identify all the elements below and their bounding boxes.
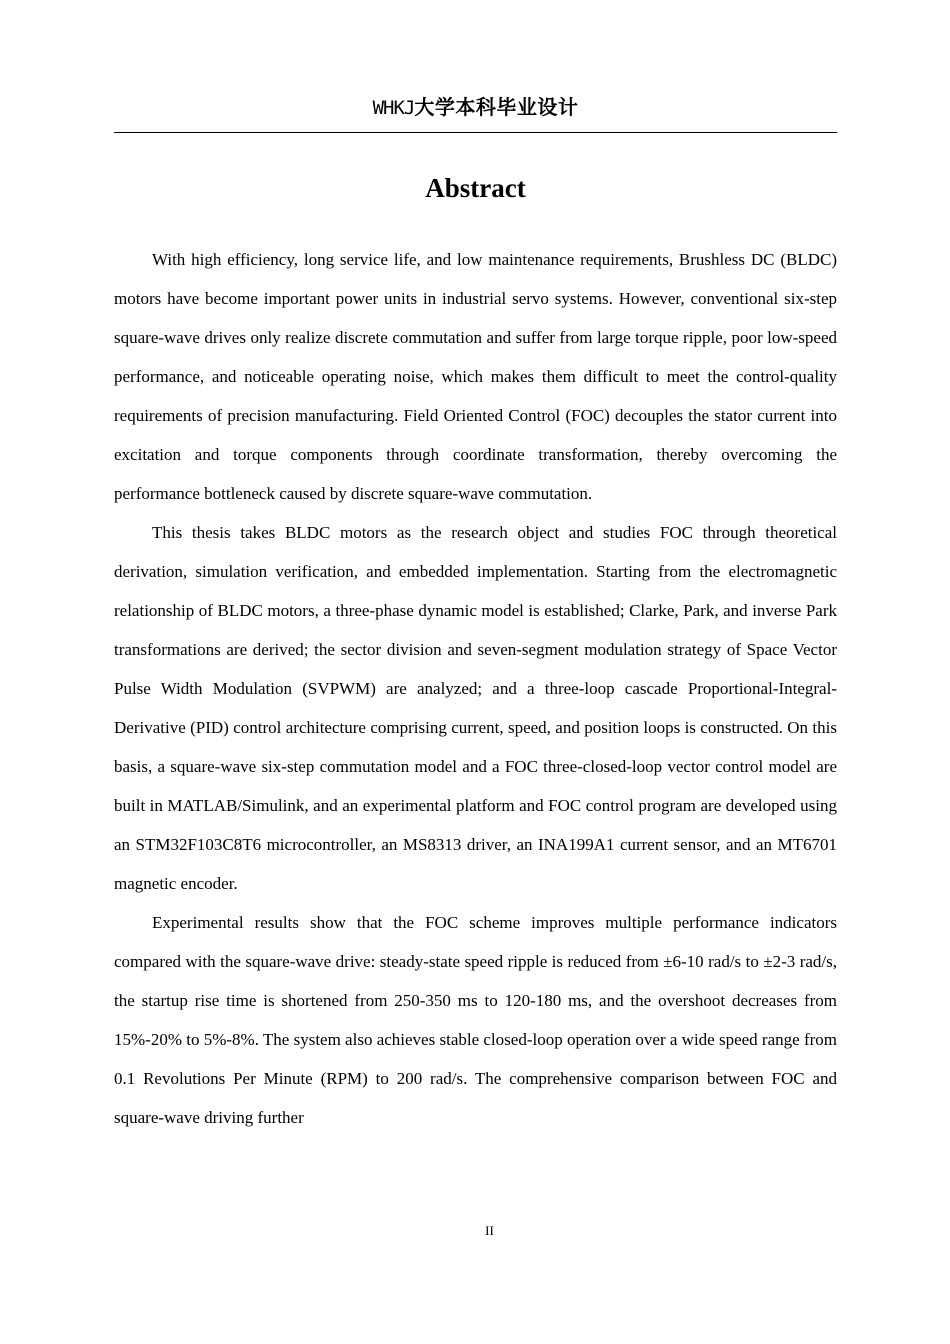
abstract-title: Abstract xyxy=(425,173,526,203)
header-divider xyxy=(114,132,837,133)
page-number: II xyxy=(485,1223,494,1238)
header-latin-text: WHKJ xyxy=(372,97,415,119)
header-cjk-text: 大学本科毕业设计 xyxy=(414,95,579,119)
running-header xyxy=(114,92,837,123)
abstract-body xyxy=(114,240,837,1137)
abstract-paragraph-3: Experimental results show that the FOC scheme improves multiple performance indicators compared with the square-wave drive: steady-state speed ripple is reduced from ±6-10 rad/s to ±2-3 rad/s, the startup rise time is shortened from 250-350 ms to 120-180 ms, and the overshoot decreases from 15%-20% to 5%-8%. The system also achieves stable closed-loop operation over a wide speed range from 0.1 Revolutions Per Minute (RPM) to 200 rad/s. The comprehensive comparison between FOC and square-wave driving further xyxy=(114,913,837,1127)
abstract-paragraph-2: This thesis takes BLDC motors as the research object and studies FOC through theoretical derivation, simulation verification, and embedded implementation. Starting from the electromagnetic relationship of BLDC motors, a three-phase dynamic model is established; Clarke, Park, and inverse Park transformations are derived; the sector division and seven-segment modulation strategy of Space Vector Pulse Width Modulation (SVPWM) are analyzed; and a three-loop cascade Proportional-Integral-Derivative (PID) control architecture comprising current, speed, and position loops is constructed. On this basis, a square-wave six-step commutation model and a FOC three-closed-loop vector control model are built in MATLAB/Simulink, and an experimental platform and FOC control program are developed using an STM32F103C8T6 microcontroller, an MS8313 driver, an INA199A1 current sensor, and an MT6701 magnetic encoder. xyxy=(114,523,837,893)
abstract-paragraph-1: With high efficiency, long service life, and low maintenance requirements, Brushless DC (BLDC) motors have become important power units in industrial servo systems. However, conventional six-step square-wave drives only realize discrete commutation and suffer from large torque ripple, poor low-speed performance, and noticeable operating noise, which makes them difficult to meet the control-quality requirements of precision manufacturing. Field Oriented Control (FOC) decouples the stator current into excitation and torque components through coordinate transformation, thereby overcoming the performance bottleneck caused by discrete square-wave commutation. xyxy=(114,250,837,503)
